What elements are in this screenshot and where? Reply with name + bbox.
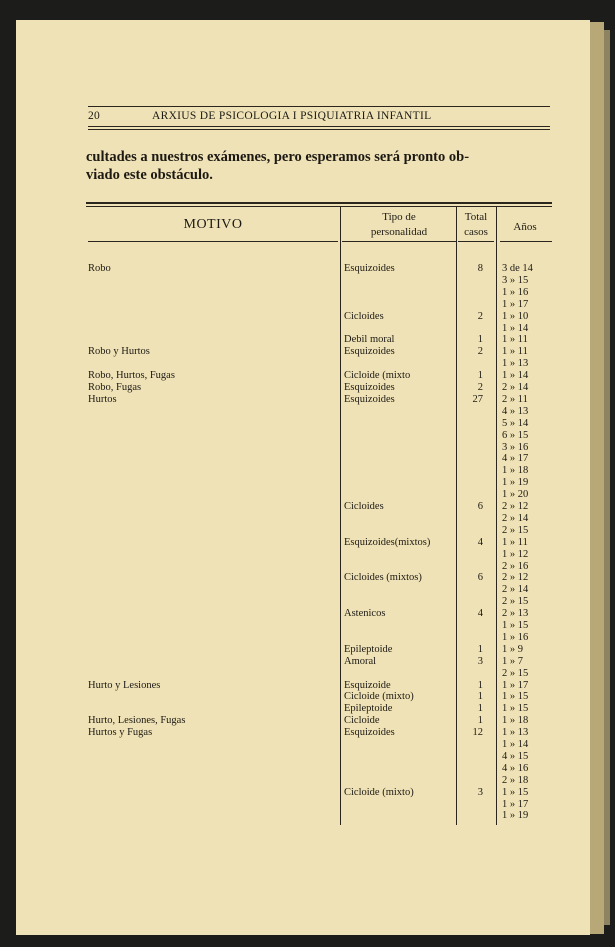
anos-cell: 1 » 16 [502, 631, 529, 643]
total-cell: 1 [477, 703, 483, 715]
tipo-cell: Cicloides (mixtos) [344, 572, 422, 584]
anos-cell: 1 » 14 [502, 739, 529, 750]
tipo-cell: Astenicos [344, 608, 386, 620]
page-edge-shadow [604, 30, 610, 925]
intro-line-2: viado este obstáculo. [86, 167, 213, 183]
motivo-underline [88, 241, 338, 242]
anos-cell: 1 » 18 [502, 465, 529, 477]
anos-cell: 2 » 14 [502, 382, 529, 393]
tipo-cell: Cicloides [344, 310, 384, 322]
total-cell: 1 [477, 679, 483, 691]
total-cell: 6 [477, 501, 483, 512]
anos-cell: 2 » 12 [502, 501, 529, 512]
header-rule-bottom-2 [88, 129, 550, 130]
total-cell: 1 [477, 334, 483, 346]
anos-cell: 1 » 10 [502, 310, 529, 322]
anos-cell: 1 » 14 [502, 370, 529, 382]
anos-cell: 1 » 14 [502, 322, 529, 334]
anos-cell: 1 » 20 [502, 489, 529, 501]
page-edge [590, 22, 604, 934]
total-cell: 1 [477, 691, 483, 703]
table-top-rule-2 [86, 206, 552, 207]
total-cell: 1 [477, 643, 483, 655]
anos-cell: 3 » 16 [502, 441, 529, 453]
column-divider-1 [340, 207, 341, 825]
anos-cell: 1 » 9 [502, 643, 523, 655]
anos-cell: 2 » 15 [502, 524, 529, 536]
anos-cell: 1 » 15 [502, 620, 529, 631]
motivo-cell: Hurto y Lesiones [88, 679, 161, 691]
tipo-cell: Esquizoides [344, 393, 395, 405]
motivo-cell: Hurto, Lesiones, Fugas [88, 715, 186, 727]
tipo-cell: Epileptoide [344, 703, 393, 715]
tipo-cell: Esquizoides(mixtos) [344, 536, 431, 548]
header-total-1: Total [464, 211, 488, 223]
motivo-cell: Robo [88, 263, 111, 274]
anos-cell: 5 » 14 [502, 417, 529, 429]
anos-cell: 2 » 14 [502, 584, 529, 596]
anos-cell: 1 » 12 [502, 548, 529, 560]
intro-line-1: cultades a nuestros exámenes, pero esperamos será pronto ob- [86, 149, 470, 165]
anos-underline [500, 241, 552, 242]
tipo-cell: Esquizoides [344, 382, 395, 393]
tipo-cell: Cicloide (mixto) [344, 691, 414, 703]
header-rule-top [88, 106, 550, 107]
tipo-cell: Esquizoides [344, 263, 395, 274]
anos-cell: 2 » 18 [502, 774, 529, 786]
header-tipo-2: personalidad [370, 226, 428, 238]
total-underline [458, 241, 494, 242]
anos-cell: 2 » 14 [502, 512, 529, 524]
motivo-cell: Hurtos y Fugas [88, 727, 153, 739]
tipo-cell: Debil moral [344, 334, 395, 346]
anos-cell: 4 » 17 [502, 453, 529, 465]
total-cell: 1 [477, 370, 483, 382]
anos-cell: 2 » 13 [502, 608, 529, 620]
running-title: ARXIUS DE PSICOLOGIA I PSIQUIATRIA INFANTIL [152, 110, 432, 122]
header-anos: Años [513, 221, 537, 233]
anos-cell: 2 » 16 [502, 560, 529, 572]
tipo-cell: Esquizoide [344, 679, 391, 691]
tipo-underline [342, 241, 456, 242]
tipo-cell: Epileptoide [344, 643, 393, 655]
anos-cell: 1 » 18 [502, 715, 529, 727]
total-cell: 2 [477, 310, 483, 322]
anos-cell: 2 » 12 [502, 572, 529, 584]
total-cell: 3 [477, 655, 483, 667]
header-tipo-1: Tipo de [382, 211, 416, 223]
anos-cell: 1 » 11 [502, 334, 528, 346]
tipo-cell: Cicloide (mixto) [344, 786, 414, 798]
anos-cell: 1 » 13 [502, 358, 529, 370]
header-rule-bottom [88, 126, 550, 127]
total-cell: 8 [477, 263, 483, 274]
anos-cell: 2 » 15 [502, 667, 529, 679]
total-cell: 12 [472, 727, 483, 739]
anos-cell: 4 » 16 [502, 762, 529, 774]
tipo-cell: Cicloides [344, 501, 384, 512]
anos-cell: 6 » 15 [502, 429, 529, 441]
total-cell: 4 [477, 608, 483, 620]
anos-cell: 1 » 11 [502, 536, 528, 548]
anos-cell: 1 » 11 [502, 346, 528, 358]
column-divider-2 [456, 207, 457, 825]
tipo-cell: Esquizoides [344, 346, 395, 358]
tipo-cell: Cicloide (mixto [344, 370, 411, 382]
motivo-cell: Robo y Hurtos [88, 346, 150, 358]
anos-cell: 2 » 15 [502, 596, 529, 608]
anos-cell: 1 » 19 [502, 810, 529, 822]
anos-cell: 1 » 15 [502, 703, 529, 715]
anos-cell: 4 » 13 [502, 405, 529, 417]
anos-cell: 1 » 15 [502, 691, 529, 703]
anos-cell: 1 » 17 [502, 679, 529, 691]
total-cell: 3 [477, 786, 483, 798]
anos-cell: 1 » 19 [502, 477, 529, 489]
anos-cell: 1 » 15 [502, 786, 529, 798]
motivo-cell: Robo, Hurtos, Fugas [88, 370, 175, 382]
total-cell: 6 [477, 572, 483, 584]
page-number: 20 [88, 110, 101, 122]
anos-cell: 1 » 13 [502, 727, 529, 739]
motivo-cell: Robo, Fugas [88, 382, 142, 393]
anos-cell: 3 de 14 [502, 263, 533, 274]
anos-cell: 3 » 15 [502, 274, 529, 286]
total-cell: 27 [472, 393, 483, 405]
column-divider-3 [496, 207, 497, 825]
total-cell: 2 [477, 382, 483, 393]
tipo-cell: Esquizoides [344, 727, 395, 739]
total-cell: 4 [477, 536, 483, 548]
anos-cell: 1 » 16 [502, 286, 529, 298]
header-motivo: MOTIVO [183, 217, 243, 232]
anos-cell: 2 » 11 [502, 393, 528, 405]
tipo-cell: Amoral [344, 655, 377, 667]
motivo-cell: Hurtos [88, 393, 117, 405]
total-cell: 1 [477, 715, 483, 727]
tipo-cell: Cicloide [344, 715, 380, 727]
table-top-rule [86, 202, 552, 204]
anos-cell: 1 » 17 [502, 298, 529, 310]
anos-cell: 1 » 17 [502, 798, 529, 810]
total-cell: 2 [477, 346, 483, 358]
anos-cell: 4 » 15 [502, 750, 529, 762]
header-total-2: casos [464, 226, 488, 238]
anos-cell: 1 » 7 [502, 655, 523, 667]
